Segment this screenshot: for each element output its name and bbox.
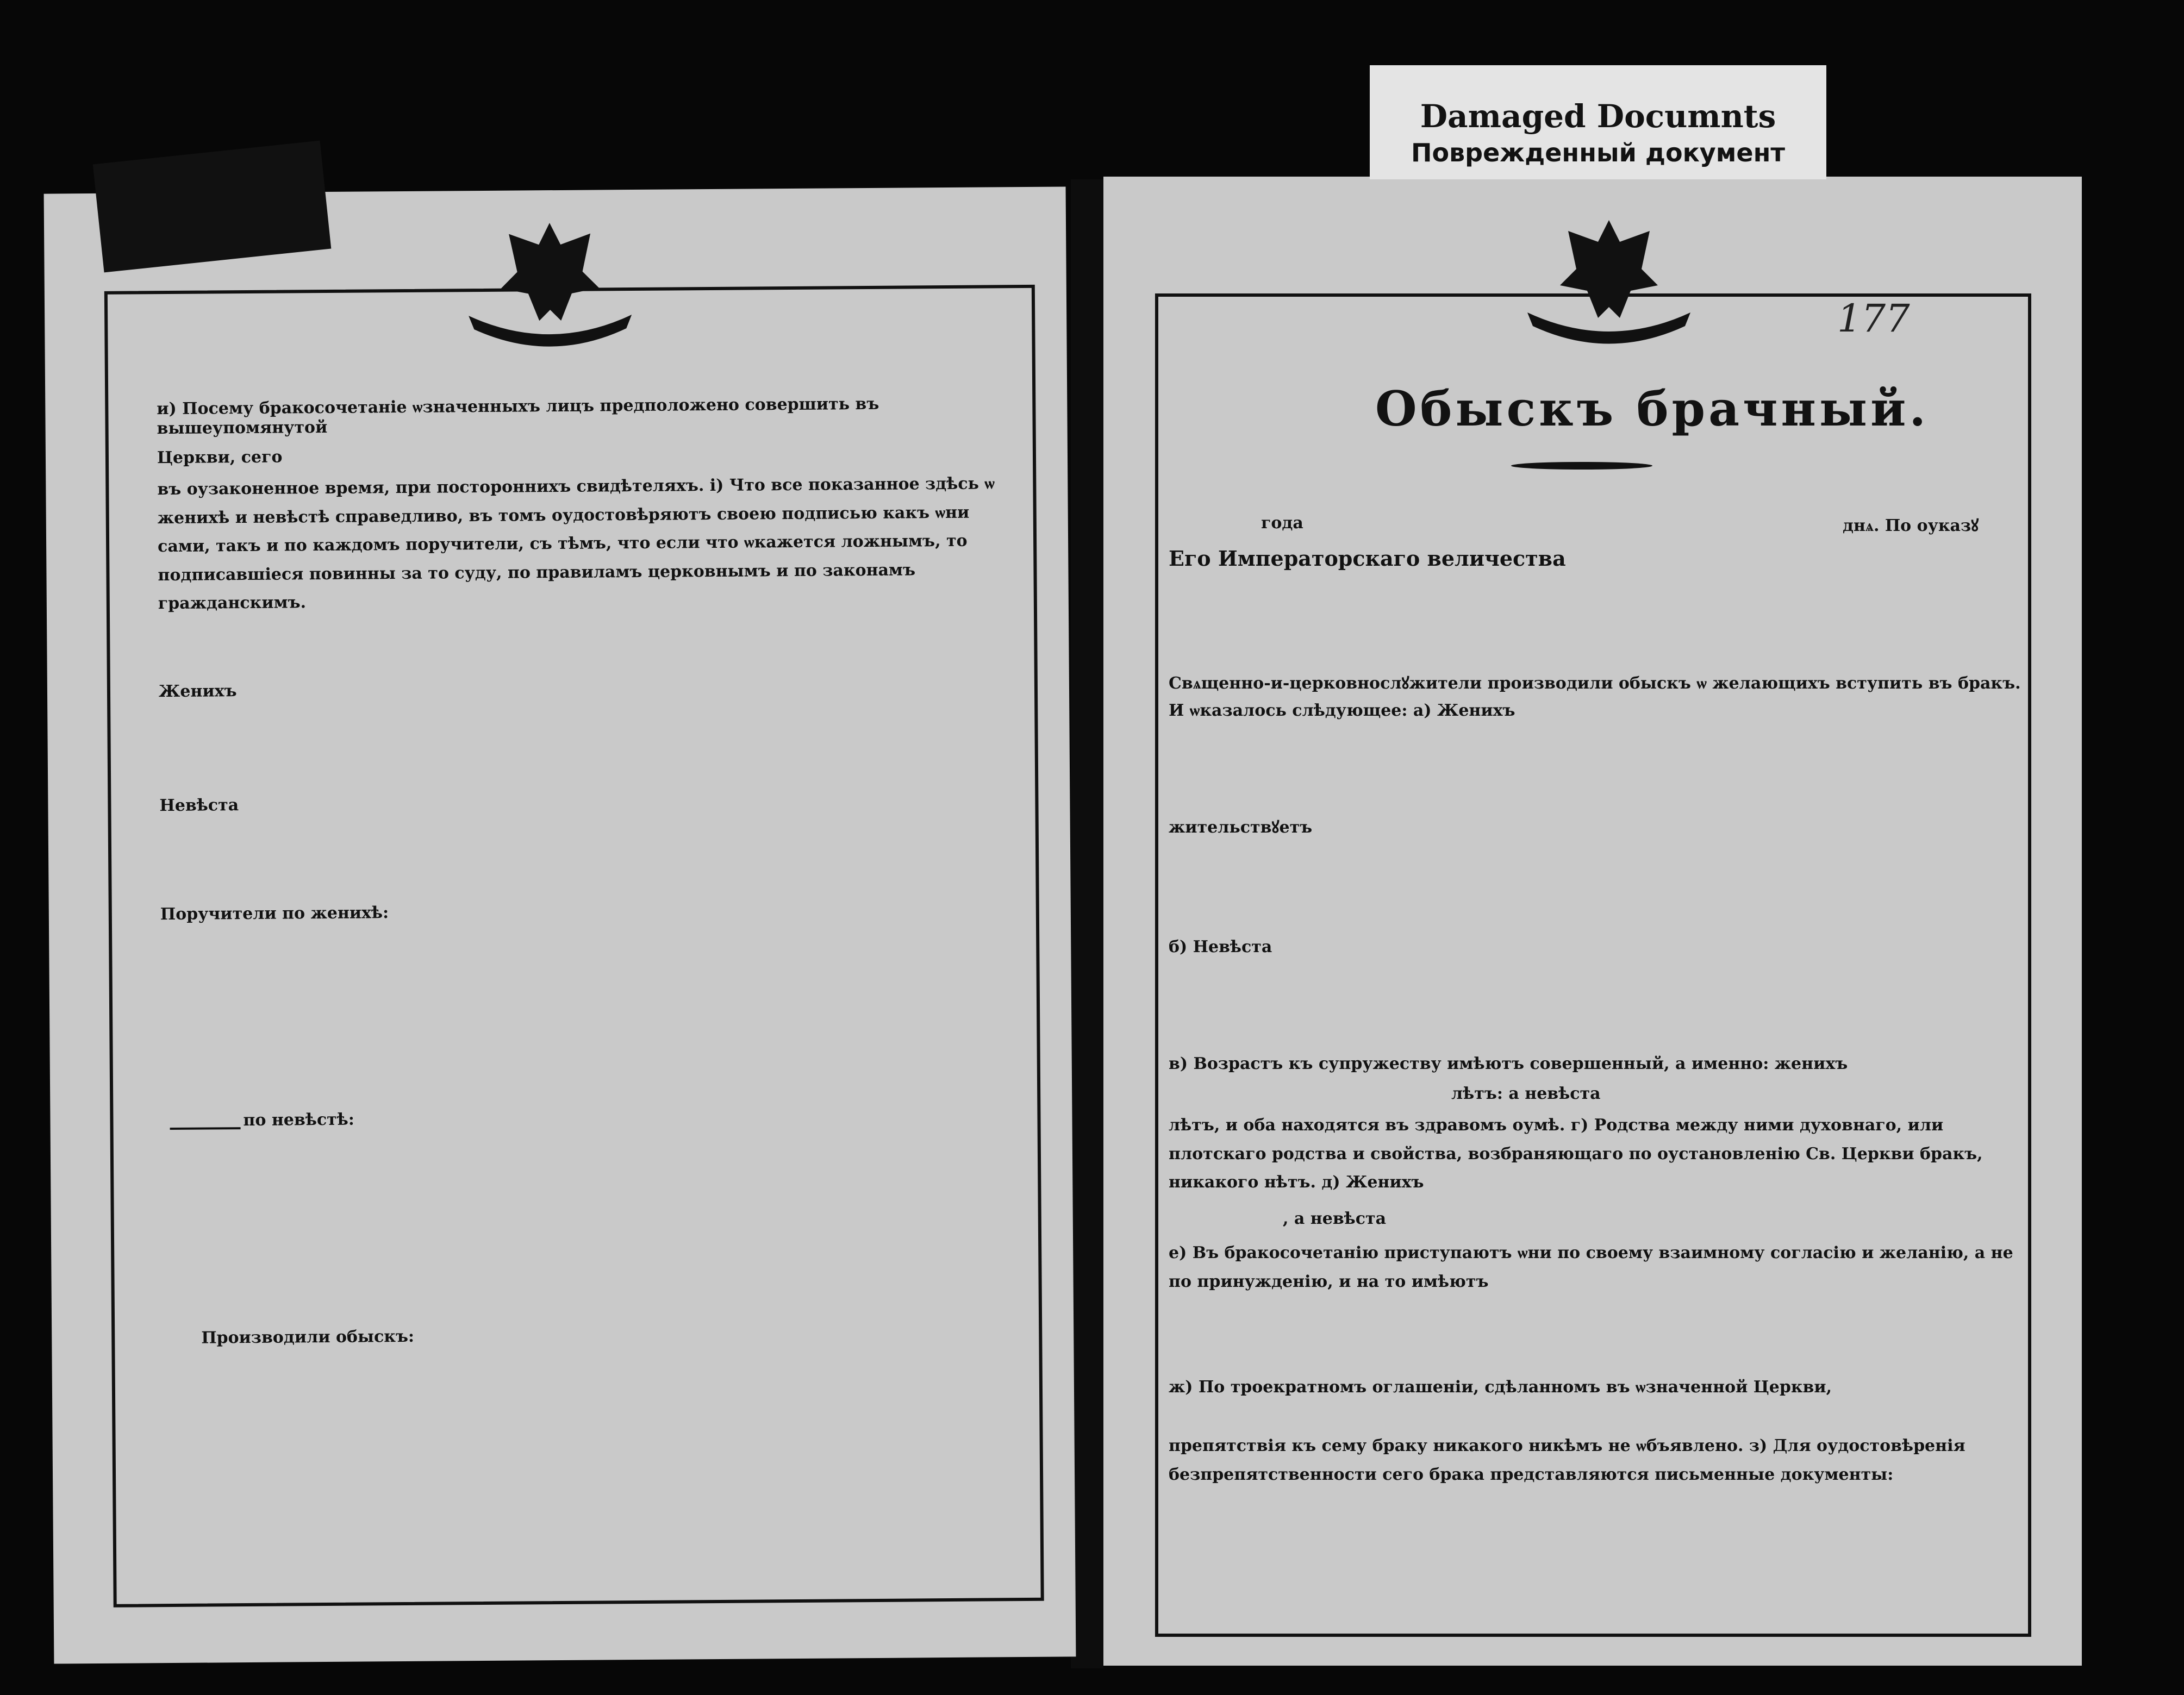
age-text: в) Возрастъ къ супружеству имѣютъ совершенный, а именно: женихъ [1169,1054,1848,1073]
found-text: И ѡказалось слѣдующее: а) Женихъ [1169,701,1515,720]
residence-label: жительствꙋетъ [1169,818,1313,837]
majesty-text: Его Императорскаго величества [1169,546,1566,571]
groom-label: Женихъ [158,681,237,702]
oath-text: въ оузаконенное время, при постороннихъ свидѣтеляхъ. і) Что все показанное здѣсь ѡ женихѣ и невѣстѣ справедливо, въ томъ оудостовѣряютъ своею подписью какъ ѡни сами, такъ и по каждомъ поручители, съ тѣмъ, что если что ѡкажется ложнымъ, то подписавшіеся повинны за то суду, по правиламъ церковнымъ и по законамъ гражданскимъ. [157,474,995,614]
impediment-text: препятствія къ сему браку никакого никѣмъ не ѡбъявлено. з) Для оудостовѣренія безпрепятственности сего брака представляются письменные документы: [1169,1436,1965,1484]
age-bride-text: лѣтъ: а невѣста [1451,1084,1601,1103]
bride-label: Невѣста [159,796,239,816]
imperial-eagle-icon [1517,209,1701,351]
damaged-document-stamp [1370,65,1826,179]
imperial-eagle-icon [457,211,643,354]
stamp-english-line: Damaged Documnts [1420,98,1776,135]
bride-guarantors-label: по невѣстѣ: [243,1110,355,1130]
bride-label: б) Невѣста [1169,937,1272,956]
page-number: 177 [1837,296,1910,341]
groom-guarantors-label: Поручители по женихѣ: [160,903,389,924]
consent-text: е) Въ бракосочетанію приступаютъ ѡни по своему взаимному согласію и желанію, а не по принужденію, и на то имѣютъ [1169,1243,2013,1291]
title-ornament [1511,462,1652,470]
right-page [1103,177,2082,1666]
proclamation-text: ж) По троекратномъ оглашеніи, сдѣланномъ въ ѡзначенной Церкви, [1169,1378,1832,1397]
church-text: Церкви, сего [157,447,283,468]
year-label: года [1261,514,1303,533]
and-bride-text: , а невѣста [1283,1209,1387,1228]
left-page [44,186,1076,1663]
book-spine [1071,179,1103,1668]
health-text: лѣтъ, и оба находятся въ здравомъ оумѣ. г) Родства между ними духовнаго, или плотскаго родства и свойства, возбраняющаго по оустановленію Св. Церкви бракъ, никакого нѣтъ. д) Женихъ [1169,1116,1983,1192]
day-label: днѧ. По оуказꙋ [1843,516,1979,535]
intro-text: и) Посему бракосочетаніе ѡзначенныхъ лицъ предположено совершить въ вышеупомянутой [157,394,879,439]
page-title: Обыскъ брачный. [1375,380,1930,437]
searchers-label: Производили обыскъ: [201,1327,415,1348]
stamp-russian-line: Поврежденный документ [1411,138,1786,167]
clergy-text: Свѧщенно-и-церковнослꙋжители производили обыскъ ѡ желающихъ вступить въ бракъ. [1169,674,2021,693]
